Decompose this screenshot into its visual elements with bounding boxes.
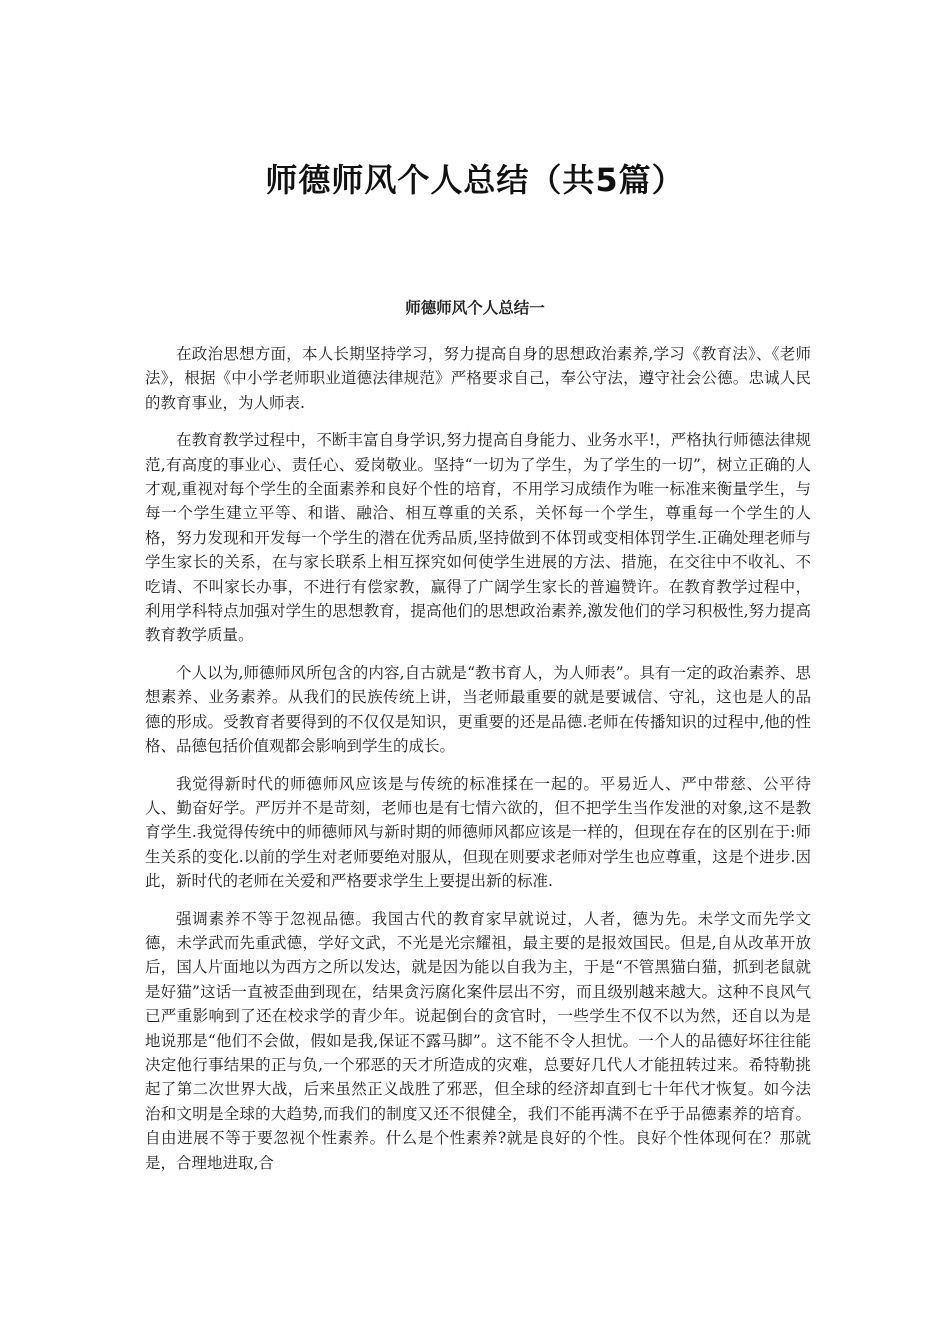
document-title: 师德师风个人总结（共5篇） <box>265 161 685 199</box>
paragraph-ethics-meaning: 个人以为,师德师风所包含的内容,自古就是“教书育人，为人师表”。具有一定的政治素养、思想素养、业务素养。从我们的民族传统上讲，当老师最重要的就是要诚信、守礼，这也是人的品德的形成。受教育者要得到的不仅仅是知识，更重要的还是品德.老师在传播知识的过程中,他的性格、品德包括价值观都会影响到学生的成长。 <box>145 663 811 756</box>
document-body <box>145 342 811 1188</box>
paragraph-new-era: 我觉得新时代的师德师风应该是与传统的标准揉在一起的。平易近人、严中带慈、公平待人、勤奋好学。严厉并不是苛刻，老师也是有七情六欲的，但不把学生当作发泄的对象,这不是教育学生.我觉得传统中的师德师风与新时期的师德师风都应该是一样的，但现在存在的区别在于:师生关系的变化.以前的学生对老师要绝对服从，但现在则要求老师对学生也应尊重，这是个进步.因此，新时代的老师在关爱和严格要求学生上要提出新的标准. <box>145 774 811 891</box>
section-title: 师德师风个人总结一 <box>405 298 545 317</box>
paragraph-political: 在政治思想方面，本人长期坚持学习，努力提高自身的思想政治素养,学习《教育法》、《老师法》，根据《中小学老师职业道德法律规范》严格要求自己，奉公守法，遵守社会公德。忠诚人民的教育事业，为人师表. <box>145 345 811 412</box>
paragraph-character: 强调素养不等于忽视品德。我国古代的教育家早就说过，人者，德为先。未学文而先学文德，未学武而先重武德，学好文武，不光是光宗耀祖，最主要的是报效国民。但是,自从改革开放后，国人片面地以为西方之所以发达，就是因为能以自我为主，于是“不管黑猫白猫，抓到老鼠就是好猫”这话一直被歪曲到现在，结果贪污腐化案件层出不穷，而且级别越来越大。这种不良风气已严重影响到了还在校求学的青少年。说起倒台的贪官时，一些学生不仅不以为然，还自以为是地说那是“他们不会做，假如是我,保证不露马脚”。这不能不令人担忧。一个人的品德好坏往往能决定他行事结果的正与负,一个邪恶的天才所造成的灾难，总要好几代人才能扭转过来。希特勒挑起了第二次世界大战，后来虽然正义战胜了邪恶，但全球的经济却直到七十年代才恢复。如今法治和文明是全球的大趋势,而我们的制度又还不很健全，我们不能再满不在乎于品德素养的培育。自由进展不等于要忽视个性素养。什么是个性素养?就是良好的个性。良好个性体现何在？那就是，合理地进取,合 <box>145 909 811 1172</box>
paragraph-teaching: 在教育教学过程中，不断丰富自身学识,努力提高自身能力、业务水平!，严格执行师德法律规范,有高度的事业心、责任心、爱岗敬业。坚持“一切为了学生，为了学生的一切”，树立正确的人才观,重视对每个学生的全面素养和良好个性的培育，不用学习成绩作为唯一标准来衡量学生，与每一个学生建立平等、和谐、融洽、相互尊重的关系，关怀每一个学生，尊重每一个学生的人格，努力发现和开发每一个学生的潜在优秀品质,坚持做到不体罚或变相体罚学生.正确处理老师与学生家长的关系，在与家长联系上相互探究如何使学生进展的方法、措施，在交往中不收礼、不吃请、不叫家长办事，不进行有偿家教，赢得了广阔学生家长的普遍赞许。在教育教学过程中，利用学科特点加强对学生的思想教育，提高他们的思想政治素养,激发他们的学习积极性,努力提高教育教学质量。 <box>145 431 811 645</box>
